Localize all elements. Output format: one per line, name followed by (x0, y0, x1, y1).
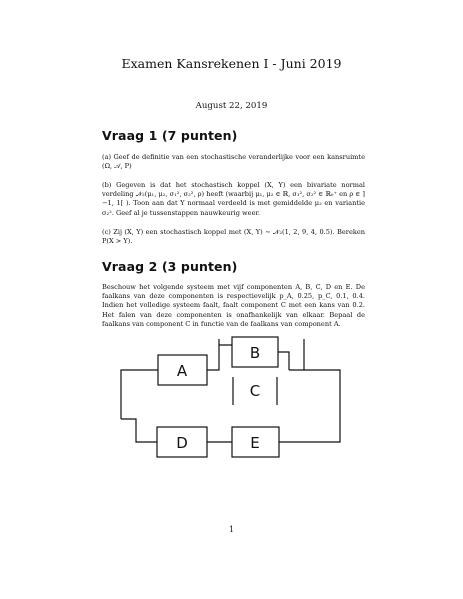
question1-part-c: (c) Zij (X, Y) een stochastisch koppel met (X, Y) ∼ 𝒩₂(1, 2, 9, 4, 0.5). Bereken P(X > Y). (102, 228, 365, 246)
upper-branch-wire-left (121, 370, 158, 419)
wire-b-to-join (278, 352, 289, 370)
component-d-label: D (176, 434, 188, 452)
document-title: Examen Kansrekenen I - Juni 2019 (121, 56, 342, 71)
wire-a-to-split (207, 345, 232, 370)
component-c-label: C (249, 382, 261, 400)
component-e-label: E (250, 434, 260, 452)
page-number: 1 (228, 525, 235, 534)
component-a-label: A (176, 362, 188, 380)
document-date: August 22, 2019 (195, 101, 268, 111)
question1-heading: Vraag 1 (7 punten) (102, 128, 238, 143)
question2-heading: Vraag 2 (3 punten) (102, 259, 238, 274)
component-b-label: B (249, 344, 261, 362)
upper-branch-return (304, 370, 340, 417)
question1-part-b: (b) Gegeven is dat het stochastisch koppel (X, Y) een bivariate normal verdeling 𝒩₂(μ₁, μ₂, σ₁², σ₂², ρ) heeft (waarbij μ₁, μ₂ ∈ ℝ, σ₁², σ₂² ∈ ℝ₀⁺ en ρ ∈ ]−1, 1[ ). Toon aan dat Y normaal verdeeld is met gemiddelde μ₂ en variantie σ₂². Geef al je tussenstappen nauwkeurig weer. (102, 181, 365, 217)
lower-branch-wire-left (121, 419, 157, 442)
upper-branch-wire-right (289, 339, 304, 370)
question2-text: Beschouw het volgende systeem met vijf componenten A, B, C, D en E. De faalkans van deze componenten is respectievelijk p_A, 0.25, p_C, 0.1, 0.4. Indien het volledige systeem faalt, faalt component C met een kans van 0.2. Het falen van deze componenten is onafhankelijk van elkaar. Bepaal de faalkans van component C in functie van de faalkans van component A. (102, 283, 365, 328)
question1-part-a: (a) Geef de definitie van een stochastische veranderlijke voor een kansruimte (Ω, 𝒜, P) (102, 153, 365, 171)
lower-branch-wire-right (279, 417, 340, 442)
